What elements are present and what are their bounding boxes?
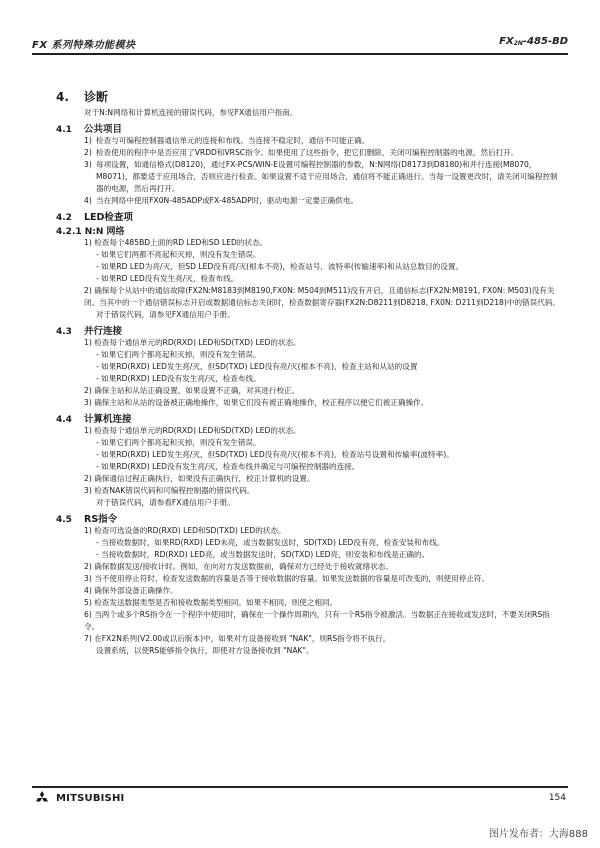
list-item: 7) 在FX2N系列(V2.00或以后版本)中，如果对方设备接收到 "NAK"，则RS指令将不执行。 (84, 634, 391, 643)
footer-rule (32, 786, 568, 788)
list-item: 5) 检查发送数据类型是否和接收数据类型相同。如果不相同，则使之相同。 (84, 598, 338, 607)
list-item: 2) 确保主站和从站正确设置，如果设置不正确，对其进行校正。 (84, 386, 300, 395)
section-heading-4-2: 4.2 LED检查项 (56, 212, 133, 223)
chapter-heading: 4. 诊断 (56, 90, 109, 104)
header-rule (32, 53, 568, 55)
list-item: 4) 确保外部设备正确操作。 (84, 586, 178, 595)
chapter-title: 诊断 (84, 90, 109, 104)
continuation-text: 对于错误代码，请参见FX通信用户手册。 (96, 310, 235, 319)
list-item: 2) 检查使用的程序中是否应用了VRDD和VRSC指令。如果使用了这些指令，把它们删除，关闭可编程控制器的电源，然后打开。 (84, 148, 519, 157)
list-item: 3) 检查NAK错误代码和可编程控制器的错误代码。 (84, 486, 255, 495)
dash-item: - 当接收数据时，如果RD(RXD) LED未亮，或当数据发送时，SD(TXD) LED没有亮，检查安装和布线。 (96, 538, 445, 547)
dash-item: - 如果RD(RXD) LED发生亮/灭，但SD(TXD) LED没有亮/灭(根本不亮)，检查站号设置和传输率(波特率)。 (96, 450, 454, 459)
dash-item: - 如果RD LED为亮/灭，但SD LED没有亮/灭(根本不亮)，检查站号，波特率(传输速率)和从站总数目的设置。 (96, 262, 464, 271)
list-item: 1) 检查与可编程控制器通信单元的连接和布线。当连接不稳定时，通信不可能正确。 (84, 136, 370, 145)
page-content (56, 60, 560, 657)
section-heading-4-5: 4.5 RS指令 (56, 514, 118, 525)
section-heading-4-1: 4.1 公共项目 (56, 124, 123, 135)
list-item: 2) 确保每个从站中的通信故障(FX2N:M8183到M8190,FX0N: M504到M511)没有开启，且通信标志(FX2N:M8191, FX0N: M503)没有关闭。当其中的一个通信错误标志开启或数据通信标志关闭时，检查数据寄存器(FX2N:D8211到D8218, FX0N: D211到D218)中的错误代码。 (84, 286, 561, 307)
dash-item: - 当接收数据时，RD(RXD) LED亮，或当数据发送时，SD(TXD) LED亮，则安装和布线是正确的。 (96, 550, 430, 559)
list-item: 1) 检查可选设备的RD(RXD) LED和SD(TXD) LED的状态。 (84, 526, 286, 535)
list-item: 1) 检查每个通信单元的RD(RXD) LED和SD(TXD) LED的状态。 (84, 426, 301, 435)
header-series-title: FX 系列特殊功能模块 (32, 40, 136, 51)
list-item: 2) 确保通信过程正确执行，如果没有正确执行，校正计算机的设置。 (84, 474, 315, 483)
list-item: 2) 确保数据发送/接收计时。例如，在向对方发送数据前，确保对方已经处于接收就绪状态。 (84, 562, 393, 571)
dash-item: - 如果RD(RXD) LED发生亮/灭，但SD(TXD) LED没有亮/灭(根本不亮)，检查主站和从站的设置 (96, 362, 418, 371)
header-model: $FX_{2N}-485-BD$ (499, 36, 568, 47)
page-header (32, 36, 568, 50)
list-item: 1) 检查每个485BD上面的RD LED和SD LED的状态。 (84, 238, 268, 247)
list-item: 1) 检查每个通信单元的RD(RXD) LED和SD(TXD) LED的状态。 (84, 338, 301, 347)
page-number: 154 (548, 793, 566, 803)
three-diamonds-icon (32, 791, 52, 805)
dash-item: - 如果它们两都不亮起和灭掉，则没有发生错误。 (96, 250, 261, 259)
brand-name: MITSUBISHI (56, 792, 125, 804)
chapter-intro: 对于N:N网络和计算机连接的错误代码，参见FX通信用户指南。 (84, 108, 298, 117)
dash-item: - 如果它们两个都亮起和灭掉，则没有发生错误。 (96, 438, 261, 447)
section-heading-4-4: 4.4 计算机连接 (56, 414, 132, 425)
continuation-text: 设置系统，以使RS能够指令执行，即使对方设备接收到 "NAK"。 (96, 646, 314, 655)
subsection-heading-4-2-1: 4.2.1 N:N 网络 (56, 227, 125, 237)
dash-item: - 如果RD(RXD) LED没有发生亮/灭，检查布线。 (96, 374, 261, 383)
list-item: 6) 当两个或多个RS指令在一个程序中使用时，确保在一个操作周期内，只有一个RS指令被激活。当数据正在接收或发送时，不要关闭RS指令。 (84, 610, 550, 631)
list-item: 3) 每项设置，如通信格式(D8120)，通过FX-PCS/WIN-E设置可编程控制器的参数，N:N网络(D8173到D8180)和并行连接(M8070，M8071)，都要适于应用场合，否则应进行检查。如果设置不适于应用场合，通信将不能正确进行。当每一设置更改时，请关闭可编程控制器的电源，然后再打开。 (84, 160, 558, 193)
continuation-text: 对于错误代码，请参看FX通信用户手册。 (96, 498, 235, 507)
dash-item: - 如果它们两个都亮起和灭掉，则没有发生错误。 (96, 350, 261, 359)
dash-item: - 如果RD LED没有发生亮/灭，检查布线。 (96, 274, 239, 283)
publisher-watermark: 图片发布者：大海888 (488, 829, 588, 840)
list-item: 4) 当在网络中使用FX0N-485ADP或FX-485ADP时，驱动电源一定要正确供电。 (84, 196, 359, 205)
dash-item: - 如果RD(RXD) LED没有发生亮/灭，检查布线并确定与可编程控制器的连接。 (96, 462, 360, 471)
list-item: 3) 当不使用停止符时，检查发送数据的容量是否等于接收数据的容量。如果发送数据的容量是可改变的，则使用停止符。 (84, 574, 490, 583)
section-heading-4-3: 4.3 并行连接 (56, 326, 123, 337)
list-item: 3) 确保主站和从站的设备被正确地操作，如果它们没有被正确地操作，校正程序以便它们被正确操作。 (84, 398, 429, 407)
mitsubishi-logo (32, 791, 124, 805)
